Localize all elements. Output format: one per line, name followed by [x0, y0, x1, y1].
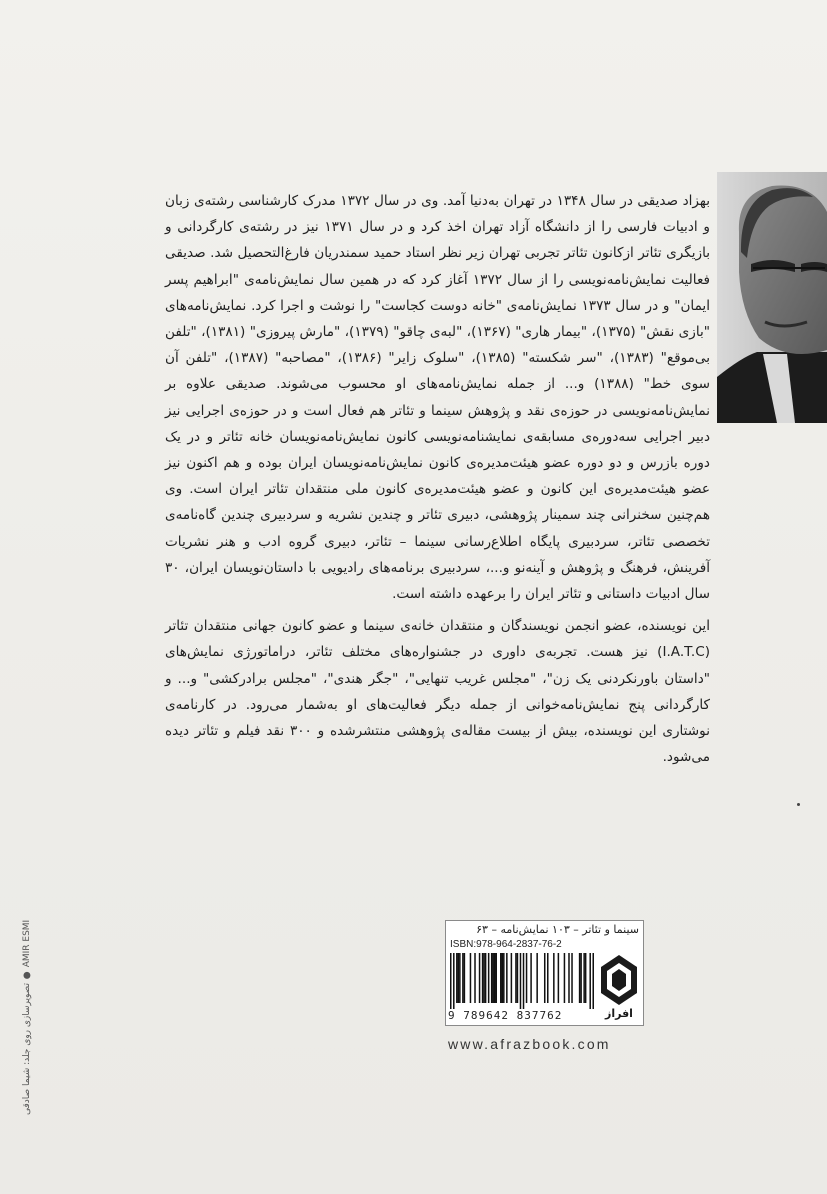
series-info: سینما و تئاتر – ۱۰۳ نمایش‌نامه – ۶۳ — [476, 923, 639, 936]
barcode-bar — [523, 953, 525, 1009]
bio-paragraph-1: بهزاد صدیقی در سال ۱۳۴۸ در تهران به‌دنیا آمد. وی در سال ۱۳۷۲ مدرک کارشناسی رشته‌ی زبان و ادبیات فارسی را از دانشگاه آزاد تهران اخذ کرد و در سال ۱۳۷۱ نیز در رشته‌ی کارگردانی و بازیگری تئاتر ازکانون تئاتر تجربی تهران زیر نظر استاد حمید سمندریان فارغ‌التحصیل شد. صدیقی فعالیت نمایش‌نامه‌نویسی را از سال ۱۳۷۲ آغاز کرد که در همین سال نمایش‌نامه‌ی "ابراهیم پسر ایمان" و در سال ۱۳۷۳ نمایش‌نامه‌ی "خانه دوست کجاست" را نوشت و اجرا کرد. نمایش‌نامه‌های "بازی نقش" (۱۳۷۵)، "بیمار هاری" (۱۳۶۷)، "لبه‌ی چاقو" (۱۳۷۹)، "مارش پیروزی" (۱۳۸۱)، "تلفن بی‌موقع" (۱۳۸۳)، "سر شکسته" (۱۳۸۵)، "سلوک زایر" (۱۳۸۶)، "مصاحبه" (۱۳۸۷)، "تلفن آن سوی خط" (۱۳۸۸) و... از جمله نمایش‌نامه‌های او محسوب می‌شوند. صدیقی علاوه بر نمایش‌نامه‌نویسی در حوزه‌ی نقد و پژوهش سینما و تئاتر هم فعال است و در حوزه‌ی اجرایی نیز دبیر اجرایی سه‌دوره‌ی مسابقه‌ی نمایشنامه‌نویسی کانون نمایش‌نامه‌نویسان خانه تئاتر و در یک دوره بازرس و دو دوره عضو هیئت‌مدیره‌ی کانون نمایش‌نامه‌نویسان ایران بوده و هم اکنون نیز عضو هیئت‌مدیره‌ی این کانون و عضو هیئت‌مدیره‌ی کانون ملی منتقدان تئاتر ایران است. وی هم‌چنین سخنرانی چند سمینار پژوهشی، دبیری تئاتر و چندین نشریه و سردبیری چندین گاه‌نامه‌ی تخصصی تئاتر، سردبیری پایگاه اطلاع‌رسانی سینما – تئاتر، دبیری گروه ادب و هنر نشریات آفرینش، فرهنگ و پژوهش و آینه‌نو و...، سردبیری برنامه‌های رادیویی با داستان‌نویسان ایران، ۳۰ سال ادبیات داستانی و تئاتر ایران را بر‌عهده داشته است. — [165, 193, 711, 603]
barcode-bar — [462, 953, 464, 1003]
afraz-logo — [597, 953, 641, 1021]
barcode-bar — [458, 953, 460, 1003]
barcode-bar — [583, 953, 585, 1003]
barcode-bar — [553, 953, 555, 1003]
barcode-bar — [494, 953, 496, 1003]
barcode-panel — [445, 920, 644, 1026]
barcode-bar — [517, 953, 519, 1003]
author-biography — [165, 188, 710, 770]
barcode-bar — [500, 953, 502, 1003]
barcode-bar — [558, 953, 560, 1003]
barcode-bar — [585, 953, 587, 1003]
barcode-bar — [530, 953, 532, 1003]
barcode-bar — [482, 953, 484, 1003]
barcode-bar — [544, 953, 546, 1003]
barcode-bar — [580, 953, 582, 1003]
barcode-bar — [483, 953, 485, 1003]
isbn-label: ISBN:978-964-2837-76-2 — [450, 939, 562, 950]
cover-credit — [22, 920, 38, 1180]
barcode-bar — [495, 953, 497, 1003]
barcode-number: 9 789642 837762 — [448, 1009, 563, 1022]
barcode-bar — [459, 953, 461, 1003]
barcode-bar — [470, 953, 472, 1003]
barcode-bar — [579, 953, 581, 1003]
barcode-bar — [520, 953, 522, 1009]
barcode-bar — [589, 953, 591, 1009]
barcode-bar — [571, 953, 573, 1003]
barcode-bar — [485, 953, 487, 1003]
barcode-bar — [450, 953, 452, 1009]
barcode-bar — [488, 953, 490, 1003]
barcode-bar — [515, 953, 517, 1003]
barcode-bar — [464, 953, 466, 1003]
barcode-bar — [456, 953, 458, 1003]
cover-credit-text: تصویرسازی روی جلد: شیما صادقی ● AMIR ESMI — [22, 920, 32, 1116]
barcode-bar — [506, 953, 508, 1003]
barcode-bar — [502, 953, 504, 1003]
barcode-bar — [536, 953, 538, 1003]
barcode — [450, 953, 594, 1009]
barcode-bar — [526, 953, 528, 1003]
bio-paragraph-2: این نویسنده، عضو انجمن نویسندگان و منتقدان خانه‌ی سینما و عضو کانون جهانی منتقدان تئاتر (I.A.T.C) نیز هست. تجربه‌ی داوری در جشنواره‌های مختلف تئاتر، دراماتورژی نمایش‌های "داستان باورنکردنی یک زن"، "مجلس غریب تنهایی"، "جگر هندی"، "مجلس برادرکشی" و... و کارگردانی پنج نمایش‌نامه‌خوانی از جمله دیگر فعالیت‌های او به‌شمار می‌رود. در کارنامه‌ی نوشتاری این نویسنده، بیش از بیست مقاله‌ی پژوهشی منتشرشده و ۳۰۰ نقد فیلم و تئاتر دیده می‌شود. — [165, 618, 710, 766]
barcode-bar — [492, 953, 494, 1003]
barcode-bar — [564, 953, 566, 1003]
barcode-bar — [568, 953, 570, 1003]
barcode-bar — [503, 953, 505, 1003]
barcode-bar — [491, 953, 493, 1003]
author-portrait — [717, 172, 827, 423]
barcode-bar — [479, 953, 481, 1003]
barcode-bar — [453, 953, 455, 1009]
publisher-website[interactable]: www.afrazbook.com — [448, 1036, 611, 1052]
barcode-bar — [592, 953, 594, 1009]
publisher-logo-text: افراز — [605, 1007, 633, 1020]
barcode-bar — [511, 953, 513, 1003]
print-dot — [797, 803, 800, 806]
barcode-bar — [474, 953, 476, 1003]
barcode-bar — [547, 953, 549, 1003]
